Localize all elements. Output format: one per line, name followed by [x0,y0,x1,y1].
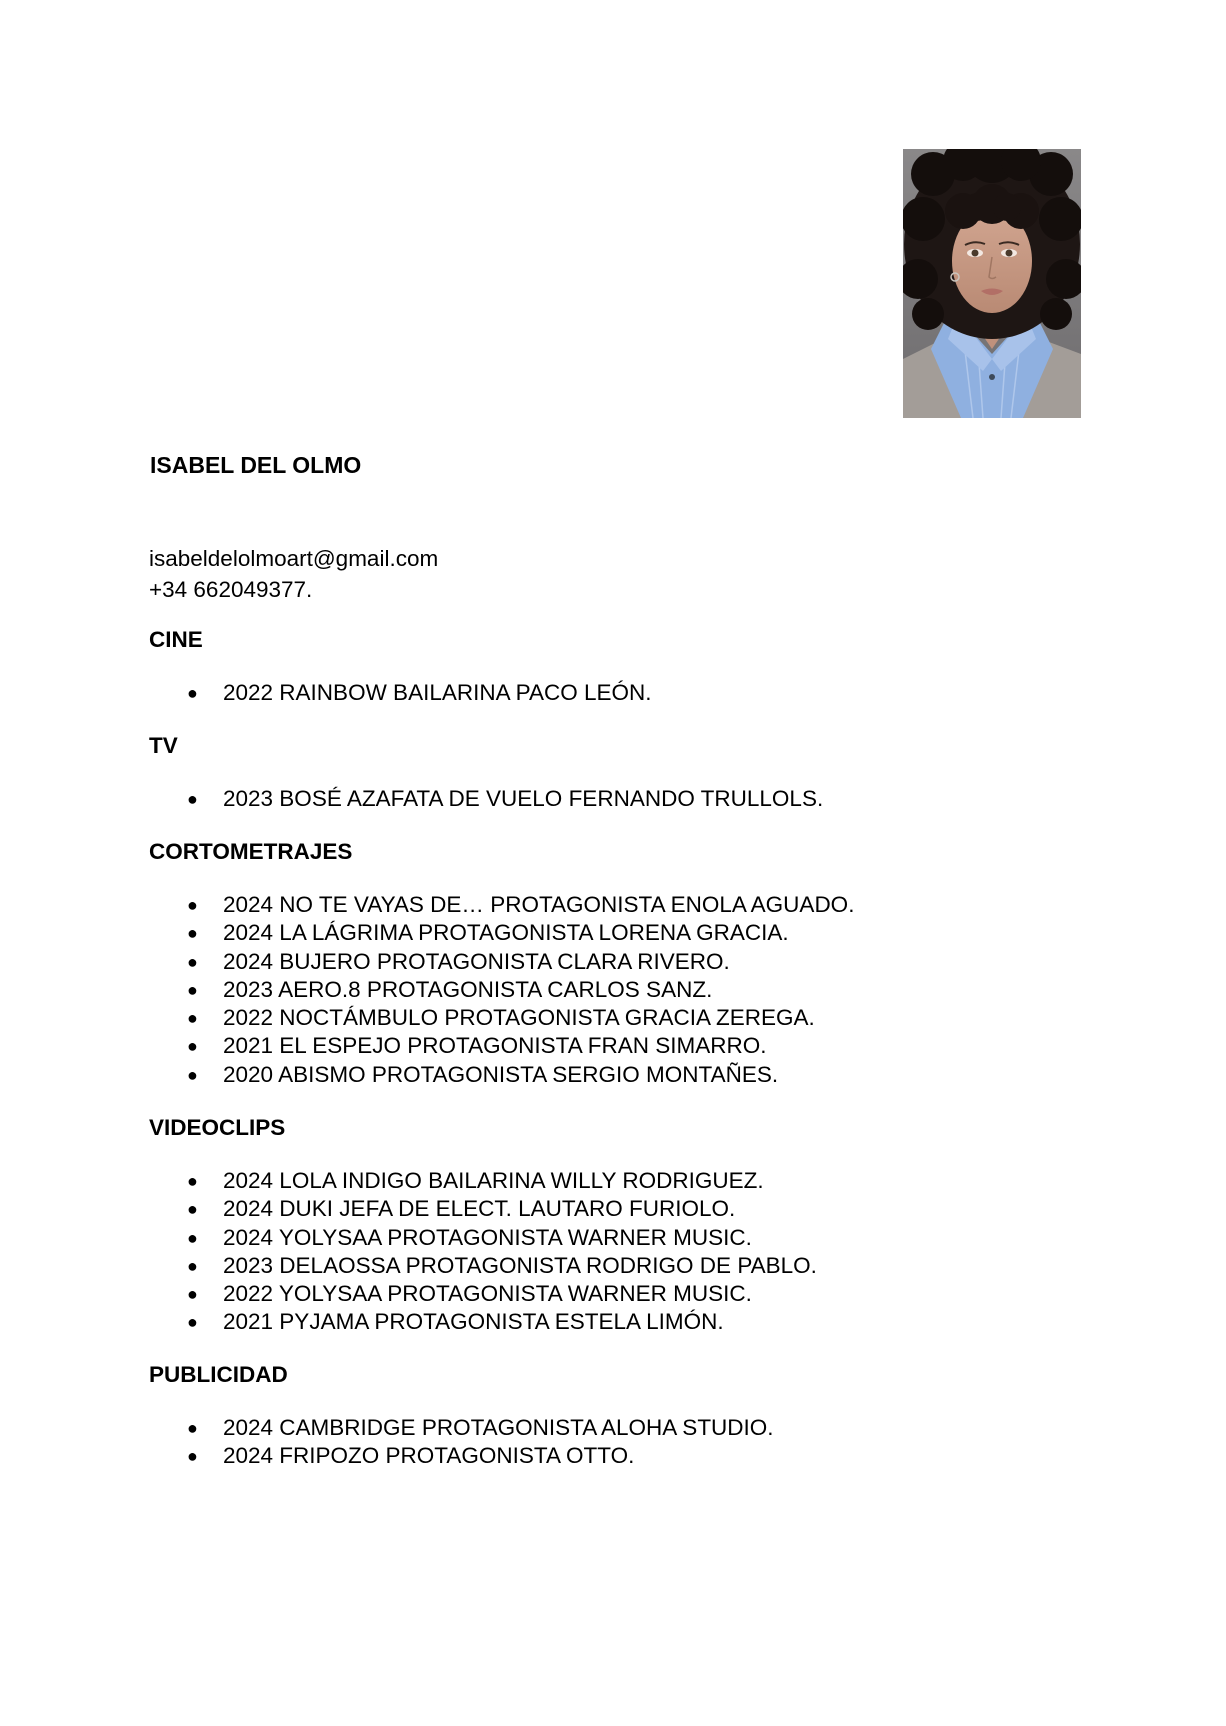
email-text: isabeldelolmoart@gmail.com [149,546,439,571]
section-title-publicidad: PUBLICIDAD [149,1362,288,1387]
section-title-tv: TV [149,733,178,758]
bullet-icon: ● [187,979,198,1000]
contact-block [149,543,438,605]
bullet-icon: ● [187,951,198,972]
bullet-icon: ● [187,1008,198,1029]
bullet-icon: ● [187,1227,198,1248]
headshot-photo [903,149,1081,418]
bullet-icon: ● [187,683,198,703]
bullet-icon: ● [187,1171,198,1191]
bullet-icon: ● [187,1284,198,1305]
bullet-icon: ● [187,1199,198,1220]
resume-page: ISABEL DEL OLMO isabeldelolmoart@gmail.com +34 662049377. CINE ● 2022 RAINBOW BAILARINA PACO LEÓN. TV ● 2023 BOSÉ AZAFATA DE VUELO FERNANDO TRULLOLS. CORTOMETRAJES ● 2024 NO TE VAYAS DE… PROTAGONISTA ENOLA AGUADO. ● 2024 LA LÁGRIMA PROTAGONISTA LORENA GRACIA. ● 2024 BUJERO PROTAGONISTA CLARA RIVERO. ● 2023 AERO.8 PROTAGONISTA CARLOS SANZ. ● 2022 NOCTÁMBULO PROTAGONISTA GRACIA ZEREGA. ● 2021 EL ESPEJO PROTAGONISTA FRAN SIMARRO. ● 2020 ABISMO PROTAGONISTA SERGIO MONTAÑES. VIDEOCLIPS ● 2024 LOLA INDIGO BAILARINA WILLY RODRIGUEZ. ● 2024 DUKI JEFA DE ELECT. LAUTARO FURIOLO. ● 2024 YOLYSAA PROTAGONISTA WARNER MUSIC. ● 2023 DELAOSSA PROTAGONISTA RODRIGO DE PABLO. ● 2022 YOLYSAA PROTAGONISTA WARNER MUSIC. ● 2021 PYJAMA PROTAGONISTA ESTELA LIMÓN. PUBLICIDAD ● 2024 CAMBRIDGE PROTAGONISTA ALOHA STUDIO. ● 2024 FRIPOZO PROTAGONISTA OTTO. [0,0,1226,1726]
bullet-icon: ● [187,1418,198,1438]
bullet-icon: ● [187,1064,198,1085]
bullet-icon: ● [187,1255,198,1276]
bullet-icon: ● [187,1312,198,1333]
section-title-cortometrajes: CORTOMETRAJES [149,839,353,864]
bullet-icon: ● [187,923,198,944]
section-title-cine: CINE [149,627,203,652]
bullet-icon: ● [187,1036,198,1057]
candidate-name: ISABEL DEL OLMO [150,452,362,478]
section-title-videoclips: VIDEOCLIPS [149,1115,286,1140]
bullet-icon: ● [187,789,198,809]
bullet-icon: ● [187,1446,198,1467]
bullet-icon: ● [187,895,198,915]
phone-text: +34 662049377. [149,577,313,602]
